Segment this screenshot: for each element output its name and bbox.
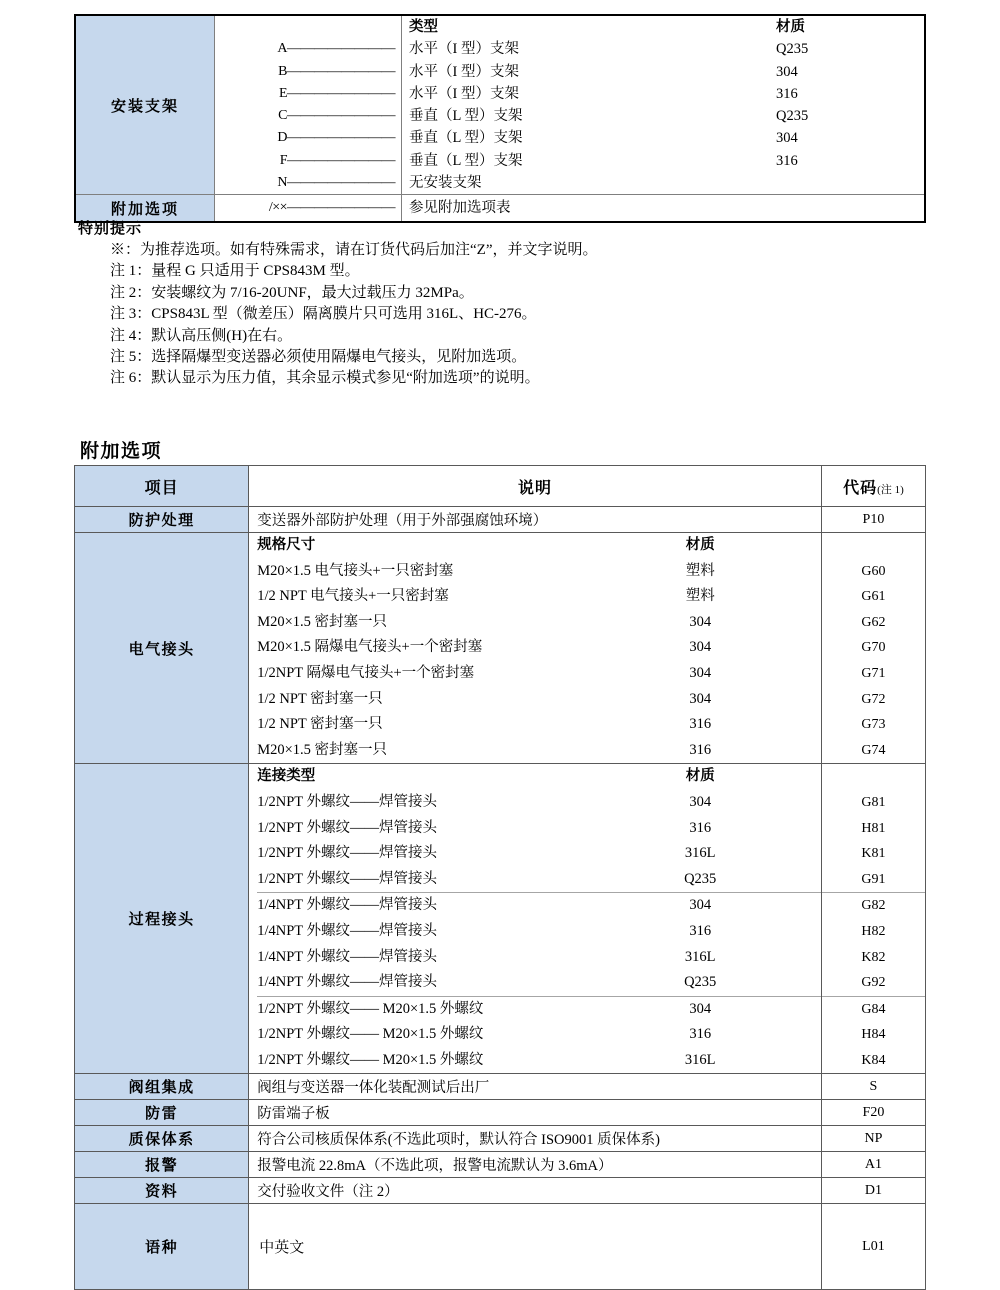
sub-code: H84	[861, 1027, 886, 1043]
option-type: 无安装支架	[409, 175, 482, 192]
row-description: 中英文	[249, 1204, 822, 1290]
sub-spec: 1/2NPT 外螺纹—— M20×1.5 外螺纹	[257, 1051, 484, 1068]
sub-material: 316L	[684, 948, 716, 965]
option-description	[409, 127, 924, 149]
table-row-process-connection	[75, 764, 926, 1074]
table-row	[75, 1074, 926, 1100]
option-description	[409, 172, 924, 194]
sub-code: H82	[861, 923, 886, 939]
row-code: S	[821, 1074, 925, 1100]
code-option: F————————	[279, 152, 395, 168]
table-row	[75, 507, 926, 533]
sub-row	[257, 970, 821, 996]
sub-spec: 1/2 NPT 电气接头+一只密封塞	[257, 588, 449, 605]
row-item-label: 防雷	[75, 1100, 249, 1126]
option-material: 304	[776, 130, 798, 147]
sub-row	[257, 790, 821, 816]
additional-options-table-grid	[74, 465, 926, 1290]
sub-spec: 1/2NPT 外螺纹——焊管接头	[257, 793, 437, 810]
process-descriptions	[249, 764, 822, 1074]
row-code: L01	[821, 1204, 925, 1290]
table-row	[75, 1178, 926, 1204]
sub-code: G70	[861, 640, 886, 656]
column-header-row	[409, 16, 924, 38]
row-item-label: 资料	[75, 1178, 249, 1204]
sub-material: Q235	[684, 974, 717, 991]
option-description	[409, 61, 924, 83]
electrical-codes	[821, 533, 925, 764]
sub-row	[257, 584, 821, 610]
option-description	[409, 105, 924, 127]
sub-code: G84	[822, 996, 925, 1023]
sub-material: 316	[689, 741, 712, 758]
option-type: 水平（I 型）支架	[409, 41, 519, 58]
sub-row	[257, 661, 821, 687]
code-option: E————————	[278, 85, 395, 101]
sub-spec: 1/4NPT 外螺纹——焊管接头	[257, 897, 437, 914]
option-description	[409, 83, 924, 105]
note-item: 注 4：默认高压侧(H)在右。	[110, 327, 293, 344]
sub-material: 塑料	[685, 588, 715, 605]
column-header-type: 类型	[409, 19, 438, 35]
sub-material: 316	[689, 1026, 712, 1043]
sub-spec: 1/4NPT 外螺纹——焊管接头	[257, 948, 437, 965]
row-item-label-electrical: 电气接头	[75, 533, 249, 764]
column-header-description: 说明	[249, 466, 822, 507]
sub-spec: 1/4NPT 外螺纹——焊管接头	[257, 922, 437, 939]
special-notes-block	[78, 219, 938, 390]
option-type: 垂直（L 型）支架	[409, 108, 523, 125]
note-item: 注 1：量程 G 只适用于 CPS843M 型。	[110, 263, 360, 280]
sub-spec: 1/2NPT 隔爆电气接头+一个密封塞	[257, 664, 475, 681]
sub-column-header	[257, 764, 821, 790]
column-header-item: 项目	[75, 466, 249, 507]
sub-spec: 1/2NPT 外螺纹——焊管接头	[257, 845, 437, 862]
row-description: 变送器外部防护处理（用于外部强腐蚀环境）	[249, 507, 822, 533]
column-header-code	[821, 466, 925, 507]
note-item: ※：为推荐选项。如有特殊需求，请在订货代码后加注“Z”，并文字说明。	[110, 242, 598, 258]
option-material: 316	[776, 152, 798, 169]
sub-material: 304	[689, 613, 712, 630]
sub-material: 304	[689, 1000, 712, 1017]
option-type: 水平（I 型）支架	[409, 63, 519, 80]
code-option: N————————	[277, 175, 395, 191]
sub-code: K81	[861, 846, 886, 862]
sub-code: K84	[861, 1052, 886, 1068]
code-option: B————————	[278, 63, 395, 79]
table-row-mounting-bracket	[75, 15, 925, 195]
row-item-label: 语种	[75, 1204, 249, 1290]
sub-row	[257, 559, 821, 585]
sub-material: 塑料	[685, 562, 715, 579]
mounting-bracket-codes	[215, 15, 402, 195]
electrical-descriptions	[249, 533, 822, 764]
sub-code: G60	[861, 563, 886, 579]
row-label-mounting-bracket: 安装支架	[75, 15, 215, 195]
option-type: 垂直（L 型）支架	[409, 130, 523, 147]
sub-column-header	[257, 533, 821, 559]
option-description: 参见附加选项表	[409, 200, 511, 217]
sub-row	[257, 816, 821, 842]
sub-material: Q235	[684, 870, 717, 887]
sub-row	[257, 712, 821, 738]
sub-material: 304	[689, 897, 712, 914]
sub-row	[257, 996, 821, 1023]
row-code: A1	[821, 1152, 925, 1178]
note-item: 注 3：CPS843L 型（微差压）隔离膜片只可选用 316L、HC-276。	[110, 306, 537, 323]
option-material: 316	[776, 85, 798, 102]
code-header-spacer	[215, 16, 401, 38]
table-row-electrical-connection	[75, 533, 926, 764]
sub-header-material: 材质	[685, 768, 715, 785]
row-code: P10	[821, 507, 925, 533]
mounting-bracket-table-grid	[74, 14, 926, 223]
sub-code: G82	[822, 892, 925, 919]
column-header-code-label: 代码	[843, 479, 878, 497]
sub-header-spec: 连接类型	[257, 768, 316, 785]
option-material: Q235	[776, 108, 809, 125]
sub-row	[257, 610, 821, 636]
sub-code: G74	[861, 742, 886, 758]
sub-code: G61	[861, 589, 886, 605]
row-description: 阀组与变送器一体化装配测试后出厂	[249, 1074, 822, 1100]
sub-material: 316	[689, 922, 712, 939]
notes-title: 特别提示	[78, 221, 143, 237]
sub-code: H81	[861, 820, 886, 836]
code-option: D————————	[277, 130, 395, 146]
sub-code: G73	[861, 717, 886, 733]
sub-row	[257, 687, 821, 713]
sub-spec: M20×1.5 密封塞一只	[257, 613, 388, 630]
sub-spec: M20×1.5 密封塞一只	[257, 741, 388, 758]
sub-row	[257, 1048, 821, 1074]
sub-row	[257, 919, 821, 945]
sub-material: 316	[689, 716, 712, 733]
row-item-label: 阀组集成	[75, 1074, 249, 1100]
sub-row	[257, 867, 821, 893]
sub-row	[257, 1022, 821, 1048]
column-header-code-note: (注 1)	[877, 483, 904, 496]
sub-spec: 1/2NPT 外螺纹——焊管接头	[257, 819, 437, 836]
sub-code: G72	[861, 691, 886, 707]
code-spacer	[822, 764, 925, 790]
sub-row	[257, 841, 821, 867]
sub-spec: 1/2NPT 外螺纹—— M20×1.5 外螺纹	[257, 1000, 484, 1017]
row-description: 符合公司核质保体系(不选此项时，默认符合 ISO9001 质保体系)	[249, 1126, 822, 1152]
sub-material: 304	[689, 639, 712, 656]
column-header-material: 材质	[776, 19, 805, 35]
row-description: 防雷端子板	[249, 1100, 822, 1126]
row-code: D1	[821, 1178, 925, 1204]
sub-row	[257, 738, 821, 764]
table-row-language	[75, 1204, 926, 1290]
mounting-bracket-descriptions	[402, 15, 926, 195]
row-description: 交付验收文件（注 2）	[249, 1178, 822, 1204]
sub-material: 304	[689, 664, 712, 681]
sub-material: 316L	[684, 845, 716, 862]
option-material: Q235	[776, 41, 809, 58]
row-item-label: 防护处理	[75, 507, 249, 533]
sub-material: 304	[689, 690, 712, 707]
note-item: 注 2：安装螺纹为 7/16-20UNF，最大过载压力 32MPa。	[110, 284, 474, 301]
table-row	[75, 1152, 926, 1178]
option-material: 304	[776, 63, 798, 80]
sub-code: G62	[861, 614, 886, 630]
row-item-label-process: 过程接头	[75, 764, 249, 1074]
sub-spec: 1/2 NPT 密封塞一只	[257, 716, 383, 733]
row-item-label: 质保体系	[75, 1126, 249, 1152]
mounting-bracket-table	[74, 14, 926, 223]
note-item: 注 5：选择隔爆型变送器必须使用隔爆电气接头，见附加选项。	[110, 349, 527, 366]
table-row	[75, 1100, 926, 1126]
sub-material: 304	[689, 793, 712, 810]
sub-code: G92	[861, 975, 886, 991]
option-description	[409, 150, 924, 172]
row-label-additional-options: 附加选项	[75, 195, 215, 223]
row-code: F20	[821, 1100, 925, 1126]
sub-spec: 1/2NPT 外螺纹—— M20×1.5 外螺纹	[257, 1026, 484, 1043]
sub-material: 316	[689, 819, 712, 836]
row-item-label: 报警	[75, 1152, 249, 1178]
code-option: /××————————	[268, 200, 395, 216]
sub-spec: 1/2NPT 外螺纹——焊管接头	[257, 870, 437, 887]
sub-code: K82	[861, 949, 886, 965]
code-option: A————————	[277, 41, 395, 57]
option-type: 水平（I 型）支架	[409, 85, 519, 102]
sub-row	[257, 892, 821, 919]
additional-options-table	[74, 465, 926, 1290]
option-description	[409, 38, 924, 60]
sub-spec: M20×1.5 电气接头+一只密封塞	[257, 562, 454, 579]
sub-header-spec: 规格尺寸	[257, 537, 316, 553]
table-row	[75, 1126, 926, 1152]
sub-code: G91	[861, 871, 886, 887]
sub-header-material: 材质	[685, 537, 715, 553]
option-type: 垂直（L 型）支架	[409, 152, 523, 169]
sub-spec: 1/4NPT 外螺纹——焊管接头	[257, 974, 437, 991]
sub-code: G71	[861, 665, 886, 681]
sub-code: G81	[861, 794, 886, 810]
sub-spec: M20×1.5 隔爆电气接头+一个密封塞	[257, 639, 483, 656]
page-title-additional-options: 附加选项	[80, 441, 163, 462]
table-header-row	[75, 466, 926, 507]
sub-material: 316L	[684, 1051, 716, 1068]
sub-spec: 1/2 NPT 密封塞一只	[257, 690, 383, 707]
sub-row	[257, 635, 821, 661]
sub-row	[257, 945, 821, 971]
code-option: C————————	[278, 108, 395, 124]
row-code: NP	[821, 1126, 925, 1152]
code-spacer	[822, 533, 925, 559]
process-codes	[821, 764, 925, 1074]
row-description: 报警电流 22.8mA（不选此项，报警电流默认为 3.6mA）	[249, 1152, 822, 1178]
note-item: 注 6：默认显示为压力值，其余显示模式参见“附加选项”的说明。	[110, 370, 540, 387]
